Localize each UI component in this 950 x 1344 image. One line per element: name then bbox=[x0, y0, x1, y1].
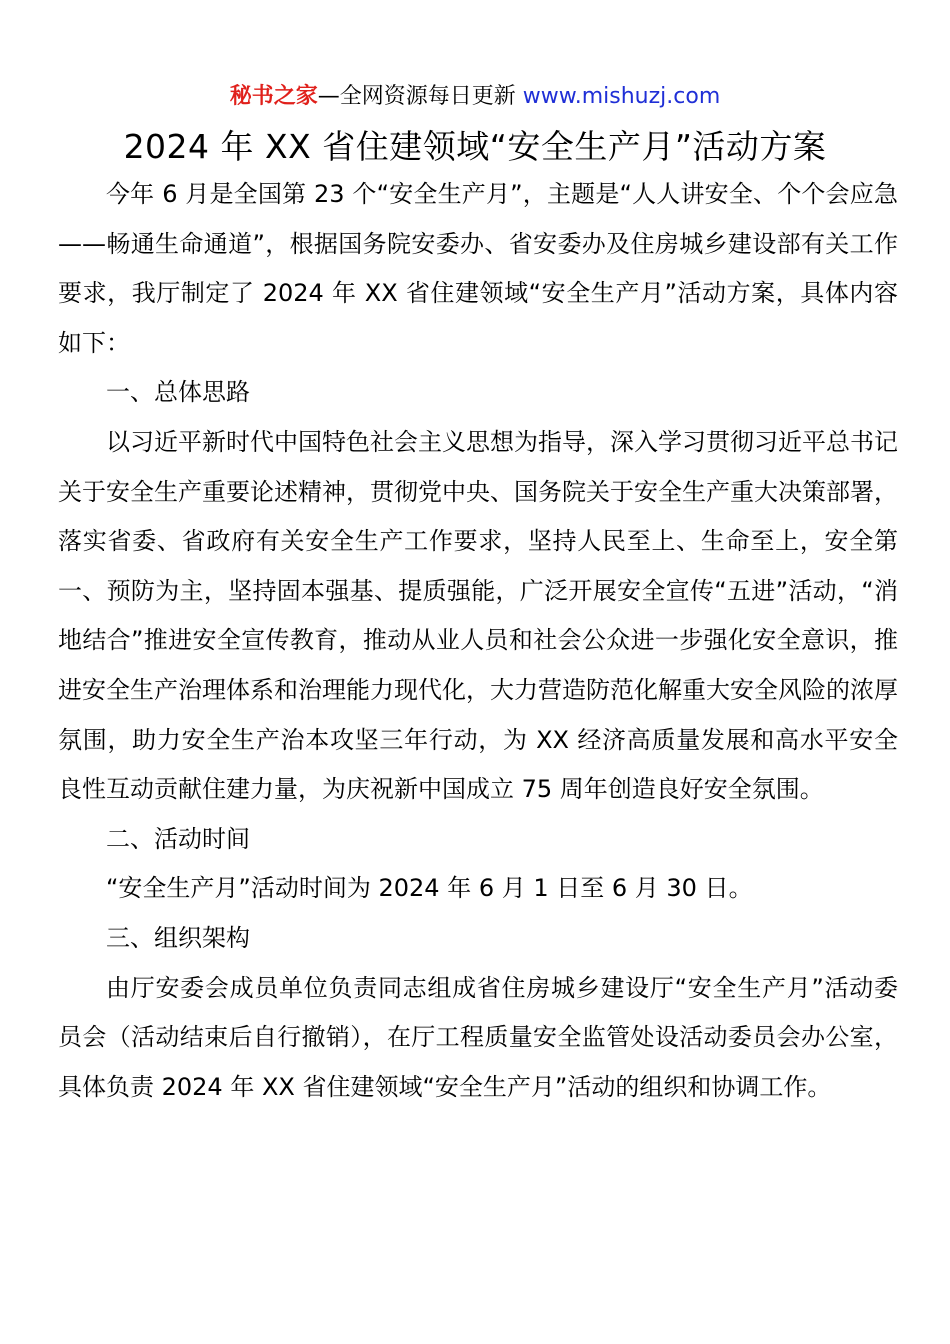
brand-name: 秘书之家 bbox=[229, 84, 318, 109]
site-header bbox=[0, 80, 950, 114]
document-title: 2024 年 XX 省住建领域“安全生产月”活动方案 bbox=[123, 127, 827, 166]
organization-paragraph: 由厅安委会成员单位负责同志组成省住房城乡建设厅“安全生产月”活动委员会（活动结束后自行撤销），在厅工程质量安全监管处设活动委员会办公室，具体负责 2024 年 XX 省住建领域“安全生产月”活动的组织和协调工作。 bbox=[58, 973, 898, 1101]
site-link[interactable]: www.mishuzj.com bbox=[522, 84, 721, 109]
section-heading-overall-approach: 一、总体思路 bbox=[106, 378, 250, 407]
document-body bbox=[58, 170, 898, 1112]
overall-approach-paragraph: 以习近平新时代中国特色社会主义思想为指导，深入学习贯彻习近平总书记关于安全生产重要论述精神，贯彻党中央、国务院关于安全生产重大决策部署，落实省委、省政府有关安全生产工作要求，坚持人民至上、生命至上，安全第一、预防为主，坚持固本强基、提质强能，广泛开展安全宣传“五进”活动，“消地结合”推进安全宣传教育，推动从业人员和社会公众进一步强化安全意识，推进安全生产治理体系和治理能力现代化，大力营造防范化解重大安全风险的浓厚氛围，助力安全生产治本攻坚三年行动，为 XX 经济高质量发展和高水平安全良性互动贡献住建力量，为庆祝新中国成立 75 周年创造良好安全氛围。 bbox=[58, 427, 898, 804]
section-heading-activity-time: 二、活动时间 bbox=[106, 824, 250, 853]
activity-time-paragraph: “安全生产月”活动时间为 2024 年 6 月 1 日至 6 月 30 日。 bbox=[106, 874, 753, 903]
header-tagline: —全网资源每日更新 bbox=[317, 84, 523, 109]
intro-paragraph: 今年 6 月是全国第 23 个“安全生产月”，主题是“人人讲安全、个个会应急——畅通生命通道”，根据国务院安委办、省安委办及住房城乡建设部有关工作要求，我厅制定了 2024 年 XX 省住建领域“安全生产月”活动方案，具体内容如下： bbox=[58, 180, 898, 357]
section-heading-organization: 三、组织架构 bbox=[106, 923, 250, 952]
